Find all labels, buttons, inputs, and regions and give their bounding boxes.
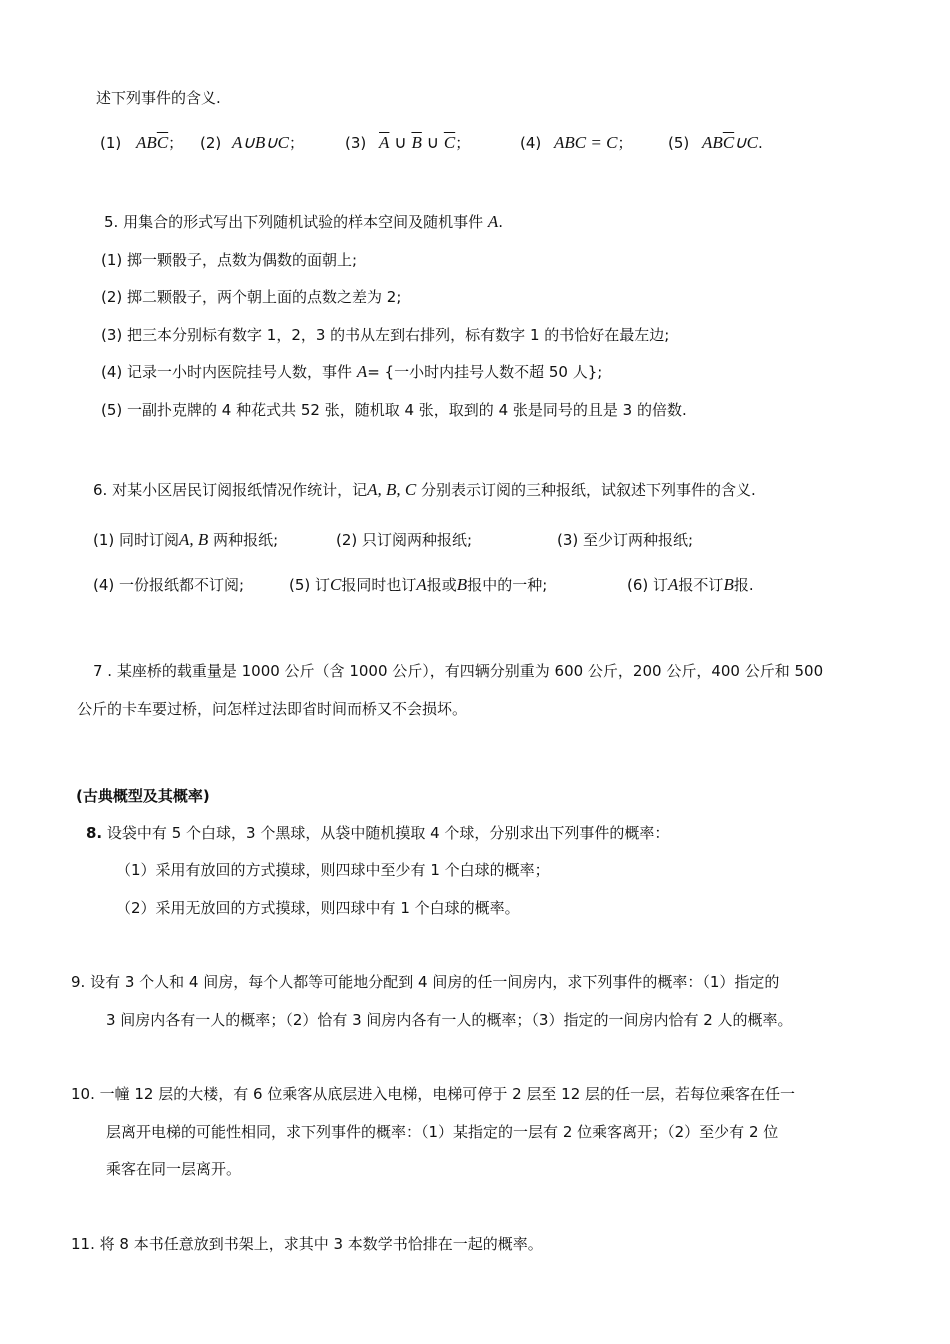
q5-item-1: (1) 掷一颗骰子，点数为偶数的面朝上; bbox=[101, 251, 358, 269]
q4-item-1 bbox=[100, 133, 183, 153]
q6-item-4: (4) 一份报纸都不订阅; bbox=[93, 576, 245, 594]
q9-line-1: 9. 设有 3 个人和 4 间房，每个人都等可能地分配到 4 间房的任一间房内，求下列事件的概率：（1）指定的 bbox=[71, 973, 780, 991]
q5-item-4 bbox=[101, 362, 602, 382]
q6-item-6-text: 报不订 bbox=[678, 576, 724, 594]
var-a: A bbox=[356, 362, 368, 381]
q8-number: 8. bbox=[86, 824, 103, 842]
q8-stem bbox=[86, 823, 669, 843]
q6-item-6-text: (6) 订 bbox=[627, 576, 669, 594]
q5-item-2: (2) 掷二颗骰子，两个朝上面的点数之差为 2; bbox=[101, 288, 402, 306]
q10-line-1: 10. 一幢 12 层的大楼，有 6 位乘客从底层进入电梯，电梯可停于 2 层至 12 层的任一层，若每位乘客在任一 bbox=[71, 1085, 796, 1103]
q5-item-4-set: = {一小时内挂号人数不超 50 人}; bbox=[367, 363, 603, 381]
q9-line-2: 3 间房内各有一人的概率；（2）恰有 3 间房内各有一人的概率；（3）指定的一间房内恰有 2 人的概率。 bbox=[106, 1011, 793, 1029]
item-number: (4) bbox=[520, 134, 542, 152]
var-a: A bbox=[668, 575, 679, 594]
q6-item-2: (2) 只订阅两种报纸; bbox=[336, 531, 473, 549]
punct: ； bbox=[289, 134, 305, 152]
q5-item-3: (3) 把三本分别标有数字 1，2，3 的书从左到右排列，标有数字 1 的书恰好在最左边; bbox=[101, 326, 670, 344]
q8-item-1: （1）采用有放回的方式摸球，则四球中至少有 1 个白球的概率； bbox=[116, 861, 550, 879]
punct: ； bbox=[455, 134, 471, 152]
section-title: (古典概型及其概率) bbox=[76, 787, 210, 805]
q6-item-5-text: (5) 订 bbox=[289, 576, 331, 594]
q8-stem-text: 设袋中有 5 个白球，3 个黑球，从袋中随机摸取 4 个球，分别求出下列事件的概率： bbox=[106, 824, 670, 842]
q10-line-3: 乘客在同一层离开。 bbox=[106, 1160, 242, 1178]
punct: . bbox=[498, 213, 504, 231]
item-number: (5) bbox=[668, 134, 690, 152]
intro-text: 述下列事件的含义. bbox=[96, 89, 221, 107]
q6-item-5-text: 报或 bbox=[426, 576, 457, 594]
var-a: A bbox=[487, 212, 499, 231]
q5-stem bbox=[104, 212, 503, 232]
q5-stem-text: 5. 用集合的形式写出下列随机试验的样本空间及随机事件 bbox=[104, 213, 484, 231]
overline-c: $\overline{C}$ bbox=[443, 133, 456, 152]
var-b: B bbox=[723, 575, 734, 594]
q4-item-2 bbox=[200, 133, 304, 153]
expr-abc-bar-union: $AB\overline{C}\cup C$ bbox=[702, 133, 758, 152]
q6-item-5-text: 报同时也订 bbox=[341, 576, 417, 594]
punct: ； bbox=[168, 134, 184, 152]
punct: . bbox=[757, 134, 763, 152]
expr-union: A∪B∪C bbox=[232, 133, 290, 152]
q6-item-1-text: (1) 同时订阅 bbox=[93, 531, 180, 549]
q5-item-4-text: (4) 记录一小时内医院挂号人数，事件 bbox=[101, 363, 353, 381]
item-number: (1) bbox=[100, 134, 122, 152]
q10-line-2: 层离开电梯的可能性相同，求下列事件的概率：（1）某指定的一层有 2 位乘客离开；（2）至少有 2 位 bbox=[106, 1123, 779, 1141]
q6-stem-text: 6. 对某小区居民订阅报纸情况作统计，记 bbox=[93, 481, 368, 499]
var-a: A bbox=[416, 575, 427, 594]
var-c: C bbox=[330, 575, 342, 594]
punct: ； bbox=[617, 134, 633, 152]
q6-item-5 bbox=[289, 575, 547, 595]
q4-item-4 bbox=[520, 133, 632, 153]
q6-item-6-text: 报. bbox=[733, 576, 754, 594]
union-symbol: ∪ bbox=[394, 133, 407, 152]
item-number: (3) bbox=[345, 134, 367, 152]
overline-c: $\overline{C}$ bbox=[722, 133, 735, 152]
q11-text: 11. 将 8 本书任意放到书架上，求其中 3 本数学书恰排在一起的概率。 bbox=[71, 1235, 543, 1253]
union-c: ∪C bbox=[734, 133, 758, 152]
q6-stem bbox=[93, 480, 756, 500]
expr-abc-bar: $AB\overline{C}$ bbox=[136, 133, 169, 152]
q6-item-6 bbox=[627, 575, 754, 595]
q7-line-2: 公斤的卡车要过桥，问怎样过法即省时间而桥又不会损坏。 bbox=[77, 700, 468, 718]
item-number: (2) bbox=[200, 134, 222, 152]
vars-ab: A, B bbox=[179, 530, 209, 549]
overline-a: $\overline{A}$ bbox=[379, 133, 390, 152]
q6-item-3: (3) 至少订两种报纸; bbox=[557, 531, 694, 549]
q6-stem-tail: 分别表示订阅的三种报纸，试叙述下列事件的含义. bbox=[420, 481, 756, 499]
union-symbol: ∪ bbox=[426, 133, 440, 152]
q7-line-1: 7 . 某座桥的载重量是 1000 公斤（含 1000 公斤），有四辆分别重为 600 公斤，200 公斤，400 公斤和 500 bbox=[93, 662, 824, 680]
q8-item-2: （2）采用无放回的方式摸球，则四球中有 1 个白球的概率。 bbox=[116, 899, 520, 917]
var-b: B bbox=[456, 575, 468, 594]
q4-item-5 bbox=[668, 133, 763, 153]
vars-abc: A, B, C bbox=[367, 480, 417, 499]
q6-item-5-text: 报中的一种; bbox=[467, 576, 548, 594]
q5-item-5: (5) 一副扑克牌的 4 种花式共 52 张，随机取 4 张，取到的 4 张是同号的且是 3 的倍数. bbox=[101, 401, 687, 419]
overline-b: $\overline{B}$ bbox=[411, 133, 422, 152]
expr-equal: ABC = C bbox=[554, 133, 618, 152]
q6-item-1 bbox=[93, 530, 278, 550]
q4-item-3 bbox=[345, 133, 470, 153]
overline-c: $\overline{C}$ bbox=[156, 133, 169, 152]
q6-item-1-tail: 两种报纸; bbox=[213, 531, 279, 549]
